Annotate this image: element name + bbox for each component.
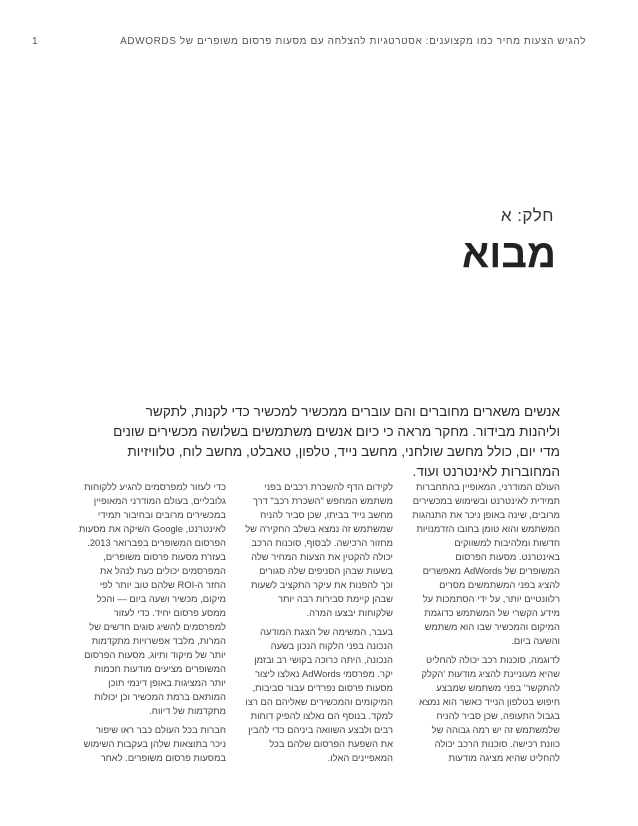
column-middle <box>245 480 393 780</box>
body-columns <box>78 480 560 780</box>
page-number: 1 <box>32 36 38 47</box>
part-label: חלק: א <box>500 206 554 225</box>
column-paragraph: לקידום הדף להשכרת רכבים בפני משתמש המחפש "השכרת רכב" דרך מחשב נייד בביתו, שכן סביר להניח שמשתמש זה נמצא בשלב החקירה של מחזור הרכישה. לבסוף, סוכנות הרכב יכולה להקטין את הצעות המחיר שלה בשעות שבהן הסניפים שלה סגורים וכך להפנות את עיקר התקציב לשעות שבהן קיימת סבירות רבה יותר שלקוחות יבצעו המרה. <box>245 481 393 618</box>
column-paragraph: חברות בכל העולם כבר ראו שיפור ניכר בתוצאות שלהן בעקבות השימוש במסעות פרסום משופרים. לאחר <box>83 724 226 763</box>
column-left <box>78 480 226 780</box>
column-paragraph: העולם המודרני, המאופיין בהתחברות תמידית לאינטרנט ובשימוש במכשירים מרובים, שינה באופן ניכר את התנהגות המשתמש והוא טומן בחובו הזדמנויות חדשות ומלהיבות למשווקים באינטרנט. מסעות הפרסום המשופרים של AdWords מאפשרים להציג בפני המשתמשים מסרים רלוונטיים יותר, על ידי הסתמכות על מידע הקשרי של המשתמש כדוגמת המיקום והמכשיר שבו הוא משתמש והשעה ביום. <box>412 481 560 646</box>
running-header: להגיש הצעות מחיר כמו מקצוענים: אסטרטגיות להצלחה עם מסעות פרסום משופרים של ADWORDS <box>120 36 586 47</box>
column-right <box>412 480 560 780</box>
column-paragraph: בעבר, המשימה של הצגת המודעה הנכונה בפני הלקוח הנכון בשעה הנכונה, היתה כרוכה בקושי רב ובזמן יקר. מפרסמי AdWords נאלצו ליצור מסעות פרסום נפרדים עבור סביבות, המיקומים והמכשירים שאליהם הם רצו למקד. בנוסף הם נאלצו להפיק דוחות רבים ולבצע השוואה ביניהם כדי להבין את השפעת הפרסום שלהם בכל המאפיינים האלו. <box>245 626 393 763</box>
column-paragraph: לדוגמה, סוכנות רכב יכולה להחליט שהיא מעוניינת להציג מודעות 'הקלק להתקשר' בפני משתמש שמבצע חיפוש בטלפון הנייד כאשר הוא נמצא בגבול התעופה, שכן סביר להניח שלמשתמש זה יש רמה גבוהה של כוונת רכישה. סוכנות הרכב יכולה להחליט שהיא מציגה מודעות <box>418 654 560 763</box>
intro-text: אנשים משארים מחוברים והם עוברים ממכשיר למכשיר כדי לקנות, לתקשר וליהנות מבידור. מחקר מראה כי כיום אנשים משתמשים בשלושה מכשירים שונים מדי יום, כולל מחשב שולחני, מחשב נייד, טלפון, טאבלט, מחשב לוח, טלוויזיות המחוברות לאינטרנט ועוד. <box>113 404 560 479</box>
intro-paragraph <box>104 402 560 482</box>
column-paragraph: כדי לעזור למפרסמים להגיע ללקוחות גלובליים, בעולם המודרני המאופיין במכשירים מרובים ובחיבור תמידי לאינטרנט, Google השיקה את מסעות הפרסום המשופרים בפברואר 2013. בעזרת מסעות פרסום משופרים, המפרסמים יכולים כעת לנהל את החזר ה-ROI שלהם טוב יותר לפי מיקום, מכשיר ושעה ביום — והכל ממסע פרסום יחיד. כדי לעזור למפרסמים להשיג סוגים חדשים של המרות, מלבד אפשרויות מתקדמות יותר של מיקוד ותיוג, מסעות הפרסום המשופרים מציעים מודעות חכמות יותר המציגות באופן דינמי תוכן המותאם ברמת המכשיר וכן יכולות מתקדמות של דיווח. <box>78 481 226 716</box>
chapter-title: מבוא <box>461 232 556 276</box>
